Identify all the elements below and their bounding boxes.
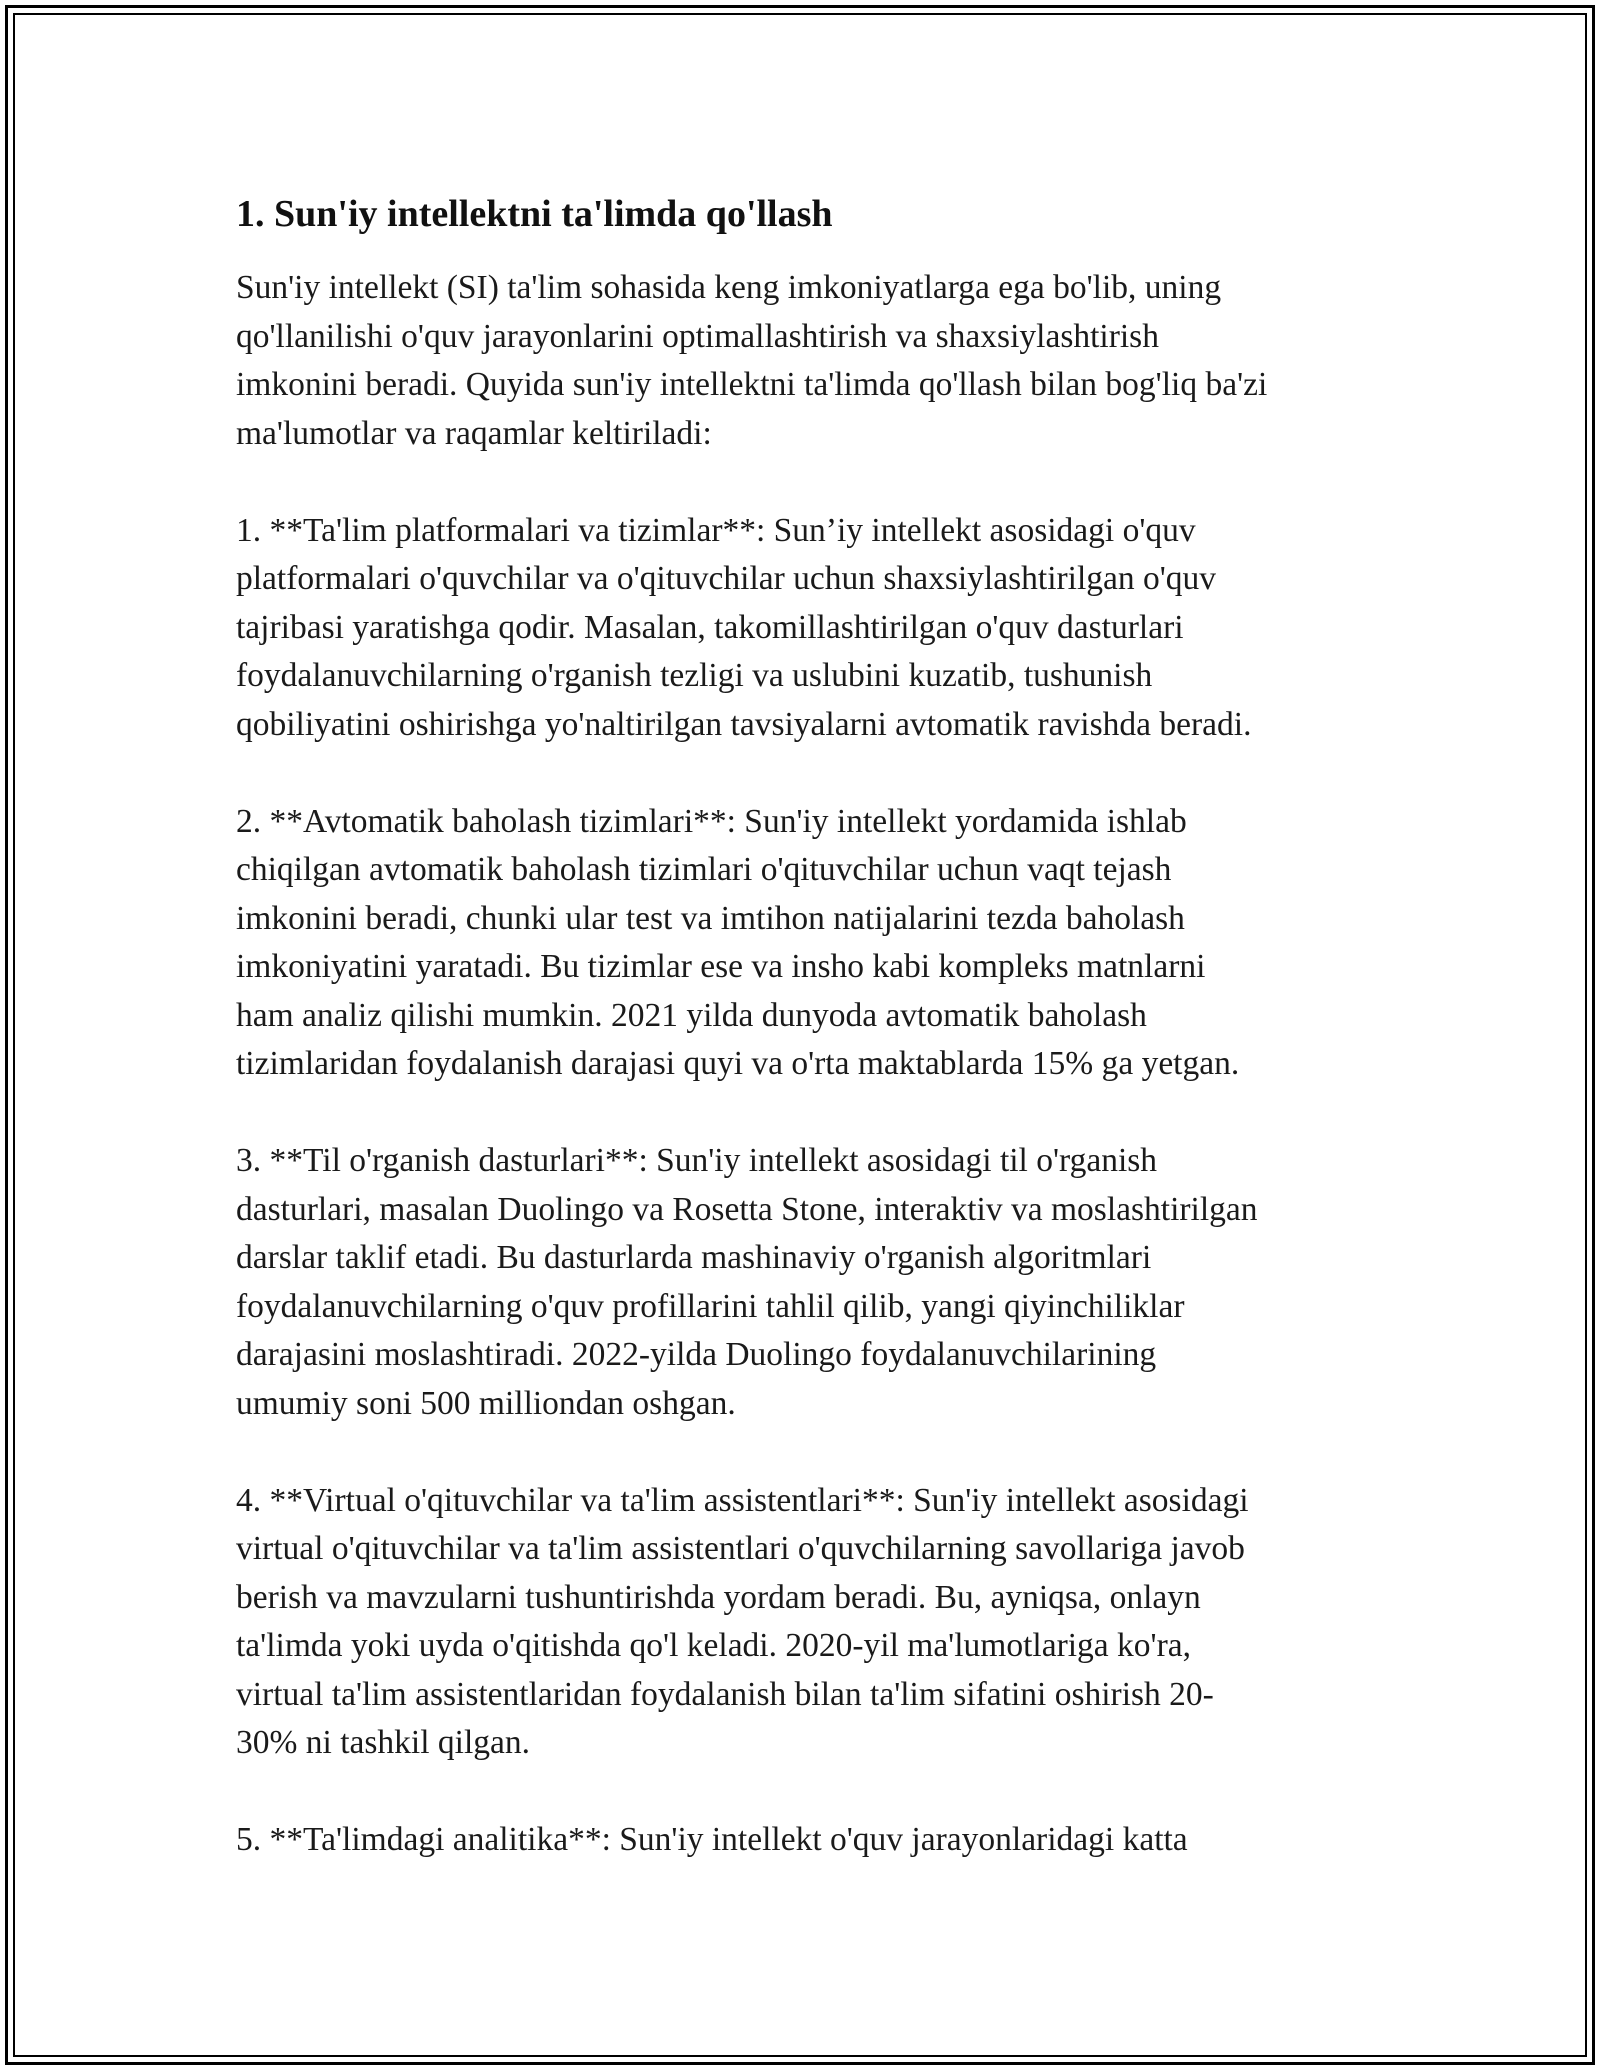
list-item-2: 2. **Avtomatik baholash tizimlari**: Sun'iy intellekt yordamida ishlab chiqilgan avtomatik baholash tizimlari o'qituvchilar uchun vaqt tejash imkonini beradi, chunki ular test va imtihon natijalarini tezda baholash imkoniyatini yaratadi. Bu tizimlar ese va insho kabi kompleks matnlarni ham analiz qilishi mumkin. 2021 yilda dunyoda avtomatik baholash tizimlaridan foydalanish darajasi quyi va o'rta maktablarda 15% ga yetgan. [236, 802, 1240, 1082]
list-item-5: 5. **Ta'limdagi analitika**: Sun'iy intellekt o'quv jarayonlaridagi katta [236, 1821, 1188, 1858]
document-body [236, 186, 1376, 1913]
intro-paragraph: Sun'iy intellekt (SI) ta'lim sohasida keng imkoniyatlarga ega bo'lib, uning qo'llanilishi o'quv jarayonlarini optimallashtirish va shaxsiylashtirish imkonini beradi. Quyida sun'iy intellektni ta'limda qo'llash bilan bog'liq ba'zi ma'lumotlar va raqamlar keltiriladi: [236, 269, 1268, 452]
list-item-3: 3. **Til o'rganish dasturlari**: Sun'iy intellekt asosidagi til o'rganish dasturlari, masalan Duolingo va Rosetta Stone, interaktiv va moslashtirilgan darslar taklif etadi. Bu dasturlarda mashinaviy o'rganish algoritmlari foydalanuvchilarning o'quv profillarini tahlil qilib, yangi qiyinchiliklar darajasini moslashtiradi. 2022-yilda Duolingo foydalanuvchilarining umumiy soni 500 milliondan oshgan. [236, 1142, 1258, 1422]
list-item-1: 1. **Ta'lim platformalari va tizimlar**: Sun’iy intellekt asosidagi o'quv platformalari o'quvchilar va o'qituvchilar uchun shaxsiylashtirilgan o'quv tajribasi yaratishga qodir. Masalan, takomillashtirilgan o'quv dasturlari foydalanuvchilarning o'rganish tezligi va uslubini kuzatib, tushunish qobiliyatini oshirishga yo'naltirilgan tavsiyalarni avtomatik ravishda beradi. [236, 511, 1252, 743]
list-item-4: 4. **Virtual o'qituvchilar va ta'lim assistentlari**: Sun'iy intellekt asosidagi virtual o'qituvchilar va ta'lim assistentlari o'quvchilarning savollariga javob berish va mavzularni tushuntirishda yordam beradi. Bu, ayniqsa, onlayn ta'limda yoki uyda o'qitishda qo'l keladi. 2020-yil ma'lumotlariga ko'ra, virtual ta'lim assistentlaridan foydalanish bilan ta'lim sifatini oshirish 20- 30% ni tashkil qilgan. [236, 1481, 1249, 1761]
section-heading: 1. Sun'iy intellektni ta'limda qo'llash [236, 193, 833, 235]
